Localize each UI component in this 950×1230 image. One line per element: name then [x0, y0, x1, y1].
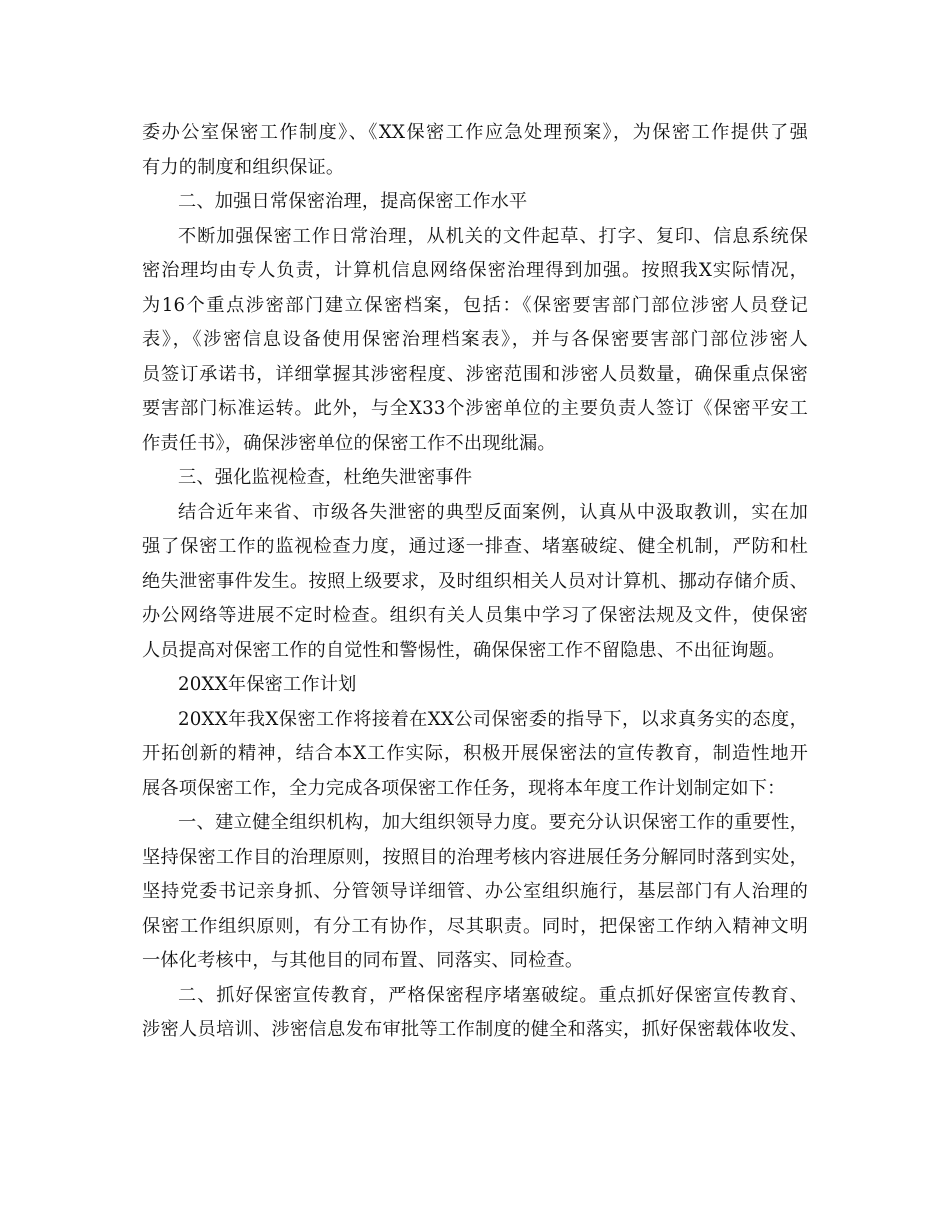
text-line: 为16个重点涉密部门建立保密档案，包括：《保密要害部门部位涉密人员登记: [142, 294, 808, 316]
text-line: 员签订承诺书，详细掌握其涉密程度、涉密范围和涉密人员数量，确保重点保密: [142, 363, 808, 385]
document-body: [142, 116, 808, 1048]
text-line: 三、强化监视检查，杜绝失泄密事件: [178, 467, 473, 488]
text-line: 办公网络等进展不定时检查。组织有关人员集中学习了保密法规及文件，使保密: [142, 605, 808, 626]
text-line: 20XX年保密工作计划: [178, 674, 357, 695]
text-line: 作责任书》，确保涉密单位的保密工作不出现纰漏。: [142, 432, 556, 454]
text-line: 坚持保密工作目的治理原则，按照目的治理考核内容进展任务分解同时落到实处，: [142, 846, 808, 868]
text-line: 结合近年来省、市级各失泄密的典型反面案例，认真从中汲取教训，实在加: [178, 501, 808, 523]
text-line: 表》，《涉密信息设备使用保密治理档案表》，并与各保密要害部门部位涉密人: [142, 329, 808, 350]
body-paragraph: [142, 979, 808, 1048]
text-line: 委办公室保密工作制度》、《XX保密工作应急处理预案》，为保密工作提供了强: [142, 122, 808, 143]
body-paragraph: [142, 220, 808, 462]
text-line: 涉密人员培训、涉密信息发布审批等工作制度的健全和落实，抓好保密载体收发、: [142, 1019, 808, 1040]
text-line: 强了保密工作的监视检查力度，通过逐一排查、堵塞破绽、健全机制，严防和杜: [142, 536, 808, 557]
text-line: 坚持党委书记亲身抓、分管领导详细管、办公室组织施行，基层部门有人治理的: [142, 881, 808, 902]
body-paragraph: [142, 703, 808, 807]
text-line: 绝失泄密事件发生。按照上级要求，及时组织相关人员对计算机、挪动存储介质、: [142, 570, 808, 592]
section-heading: [142, 185, 808, 220]
text-line: 保密工作组织原则，有分工有协作，尽其职责。同时，把保密工作纳入精神文明: [142, 915, 808, 937]
body-paragraph: [142, 116, 808, 185]
body-paragraph: [142, 496, 808, 669]
text-line: 二、抓好保密宣传教育，严格保密程序堵塞破绽。重点抓好保密宣传教育、: [178, 984, 808, 1006]
section-heading: [142, 461, 808, 496]
body-paragraph: [142, 806, 808, 979]
text-line: 要害部门标准运转。此外，与全X33个涉密单位的主要负责人签订《保密平安工: [142, 398, 808, 419]
text-line: 一体化考核中，与其他目的同布置、同落实、同检查。: [142, 950, 584, 971]
text-line: 二、加强日常保密治理，提高保密工作水平: [178, 191, 528, 212]
text-line: 不断加强保密工作日常治理，从机关的文件起草、打字、复印、信息系统保: [178, 225, 808, 247]
text-line: 开拓创新的精神，结合本X工作实际，积极开展保密法的宣传教育，制造性地开: [142, 743, 808, 764]
text-line: 密治理均由专人负责，计算机信息网络保密治理得到加强。按照我X实际情况，: [142, 260, 808, 281]
section-heading: [142, 668, 808, 703]
text-line: 一、建立健全组织机构，加大组织领导力度。要充分认识保密工作的重要性，: [178, 812, 808, 833]
text-line: 有力的制度和组织保证。: [142, 156, 345, 178]
text-line: 人员提高对保密工作的自觉性和警惕性，确保保密工作不留隐患、不出征询题。: [142, 639, 786, 661]
text-line: 展各项保密工作，全力完成各项保密工作任务，现将本年度工作计划制定如下：: [142, 777, 786, 799]
text-line: 20XX年我X保密工作将接着在XX公司保密委的指导下，以求真务实的态度，: [178, 708, 808, 730]
